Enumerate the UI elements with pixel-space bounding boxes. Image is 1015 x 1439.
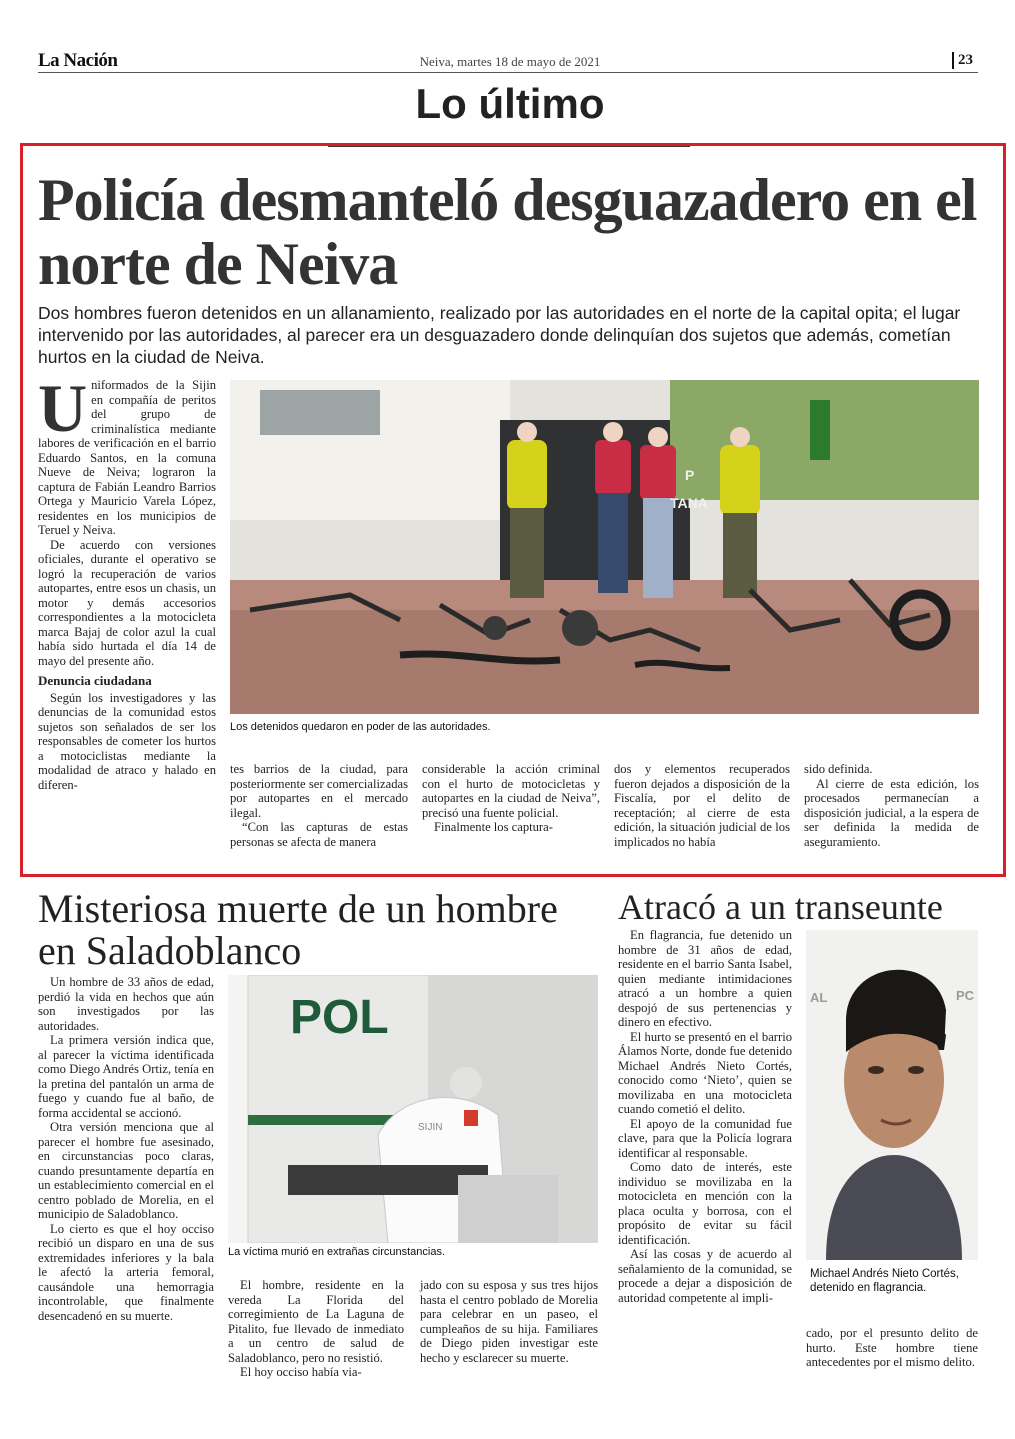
- story2-photo-caption: La víctima murió en extrañas circunstancias.: [228, 1246, 446, 1258]
- story2-headline: Misteriosa muerte de un hombre en Saladoblanco: [38, 886, 558, 973]
- story3-paragraph-4: Como dato de interés, este individuo se movilizaba en la motocicleta en mención con la placa oculta y borrosa, con el propósito de evitar su fácil identificación.: [618, 1160, 792, 1247]
- main-headline: Policía desmanteló desguazadero en el norte de Neiva: [38, 167, 977, 297]
- story2-col3-text: jado con su esposa y sus tres hijos hasta el centro poblado de Morelia para celebrar en un paseo, el cumpleaños de su hija. Familiares de Diego piden investigar este hecho y esclarecer su muerte.: [420, 1278, 598, 1365]
- story2-column-1: [38, 975, 214, 1323]
- story2-paragraph-2: La primera versión indica que, al parecer la víctima identificada como Diego Andrés Ortiz, tenía en la pretina del pantalón un arma de fuego y cuando fue al baño, de forma accidental se accionó.: [38, 1033, 214, 1120]
- story2-paragraph-1: Un hombre de 33 años de edad, perdió la vida en hechos que aún son investigados por las autoridades.: [38, 975, 214, 1033]
- main-col5-text: sido definida.: [804, 762, 873, 776]
- story3-headline: Atracó a un transeunte: [618, 887, 943, 927]
- story2-paragraph-4: Lo cierto es que el hoy occiso recibió un disparo en una de sus extremidades inferiores y la bala le afectó la arteria femoral, causándole una hemorragia incontrolable, que finalmente desencadenó en su muerte.: [38, 1221, 214, 1323]
- main-paragraph-2: De acuerdo con versiones oficiales, durante el operativo se logró la recuperación de varios autopartes, entre esos un chasis, un motor y demás accesorios correspondientes a la motocicleta marca Bajaj de color azul la cual había sido hurtada el día 14 de mayo del presente año.: [38, 537, 216, 668]
- photo-text-pol: POL: [290, 991, 389, 1044]
- story3-column-2: [806, 1326, 978, 1370]
- main-column-2: [230, 762, 408, 849]
- main-photo-illustration: [230, 380, 979, 714]
- main-paragraph-1: niformados de la Sijin en compañía de peritos del grupo de criminalística mediante labores de verificación en el barrio Eduardo Santos, en la comuna Nueve de Neiva; lograron la captura de Fabián Leandro Barrios Ortega y Mauricio Varela López, residentes en los municipios de Teruel y Neiva.: [38, 378, 216, 537]
- story3-paragraph-1: En flagrancia, fue detenido un hombre de 31 años de edad, residente en el barrio Santa Isabel, quien mediante intimidaciones atracó a un hombre a quien despojó de sus pertenencias y dinero en efectivo.: [618, 928, 792, 1029]
- main-photo: [230, 380, 979, 714]
- main-col3-end: Finalmente los captura-: [434, 820, 553, 834]
- story2-photo-illustration: [228, 975, 598, 1243]
- main-column-4: [614, 762, 790, 849]
- main-column-5: [804, 762, 979, 849]
- main-deck: Dos hombres fueron detenidos en un allanamiento, realizado por las autoridades en el norte de la capital opita; el lugar intervenido por las autoridades, al parecer era un desguazadero donde delinquían dos sujetos que además, cometían hurtos en la ciudad de Neiva.: [38, 303, 961, 367]
- story3-photo-illustration: [806, 930, 978, 1260]
- masthead-date: Neiva, martes 18 de mayo de 2021: [419, 54, 601, 69]
- photo-text-sijin: SIJIN: [418, 1122, 443, 1133]
- main-paragraph-3: Según los investigadores y las denuncias de la comunidad estos sujetos son señalados de ser los responsables de cometer los hurtos a motociclistas mediante la modalidad de atraco y halado en diferen-: [38, 690, 216, 792]
- main-col2-quote: “Con las capturas de estas personas se afecta de manera: [230, 820, 408, 849]
- photo-sign-1: P: [685, 467, 695, 483]
- story2-column-3: [420, 1278, 598, 1365]
- photo-text-left: AL: [810, 990, 828, 1005]
- story2-photo: [228, 975, 598, 1243]
- masthead-rule: [38, 72, 978, 73]
- masthead-logo: La Nación: [38, 50, 118, 71]
- main-col3-text: considerable la acción criminal con el hurto de motocicletas y autopartes en la ciudad de Neiva”, precisó una fuente policial.: [422, 762, 600, 820]
- photo-sign-2: TANA: [670, 495, 708, 511]
- main-photo-caption: Los detenidos quedaron en poder de las autoridades.: [230, 721, 491, 733]
- main-column-1: [38, 370, 216, 850]
- story3-paragraph-3: El apoyo de la comunidad fue clave, para que la Policía lograra identificar al responsable.: [618, 1116, 792, 1160]
- photo-text-right: PC: [956, 988, 975, 1003]
- story3-photo-caption: Michael Andrés Nieto Cortés, detenido en flagrancia.: [810, 1268, 959, 1294]
- story2-col2-text: El hombre, residente en la vereda La Florida del corregimiento de La Laguna de Pitalito, fue llevado de inmediato a un centro de salud de Saladoblanco, pero no resistió.: [228, 1278, 404, 1365]
- story3-column-1: [618, 928, 792, 1305]
- main-column-3: [422, 762, 600, 835]
- drop-cap: U: [38, 370, 88, 446]
- main-col2-text: tes barrios de la ciudad, para posteriormente ser comercializadas por autopartes en el mercado ilegal.: [230, 762, 408, 820]
- story3-paragraph-2: El hurto se presentó en el barrio Álamos Norte, donde fue detenido Michael Andrés Nieto Cortés, conocido como ‘Nieto’, quien se movilizaba en una motocicleta cuando cometió el delito.: [618, 1029, 792, 1116]
- story2-column-2: [228, 1278, 404, 1380]
- story3-photo: [806, 930, 978, 1260]
- page-number: 23: [952, 52, 973, 69]
- story2-paragraph-3: Otra versión menciona que al parecer el hombre fue asesinado, en circunstancias poco claras, cuando presuntamente departía en un establecimiento comercial en el centro poblado de Morelia, en el municipio de Saladoblanco.: [38, 1120, 214, 1221]
- section-title: Lo último: [415, 80, 605, 127]
- main-subhead: Denuncia ciudadana: [38, 673, 152, 688]
- story3-paragraph-5: Así las cosas y de acuerdo al señalamiento de la comunidad, se procede a dejar a disposición de autoridad competente al impli-: [618, 1247, 792, 1305]
- story3-col2-text: cado, por el presunto delito de hurto. Este hombre tiene antecedentes por el mismo delito.: [806, 1326, 978, 1369]
- main-col4-text: dos y elementos recuperados fueron dejados a disposición de la Fiscalía, por el delito de receptación; al cierre de esta edición, la situación judicial de los implicados no había: [614, 762, 790, 849]
- story2-col2-end: El hoy occiso había via-: [240, 1365, 362, 1379]
- main-col5-end: Al cierre de esta edición, los procesados permanecían a disposición judicial, a la espera de ser definida la medida de aseguramiento.: [804, 776, 979, 849]
